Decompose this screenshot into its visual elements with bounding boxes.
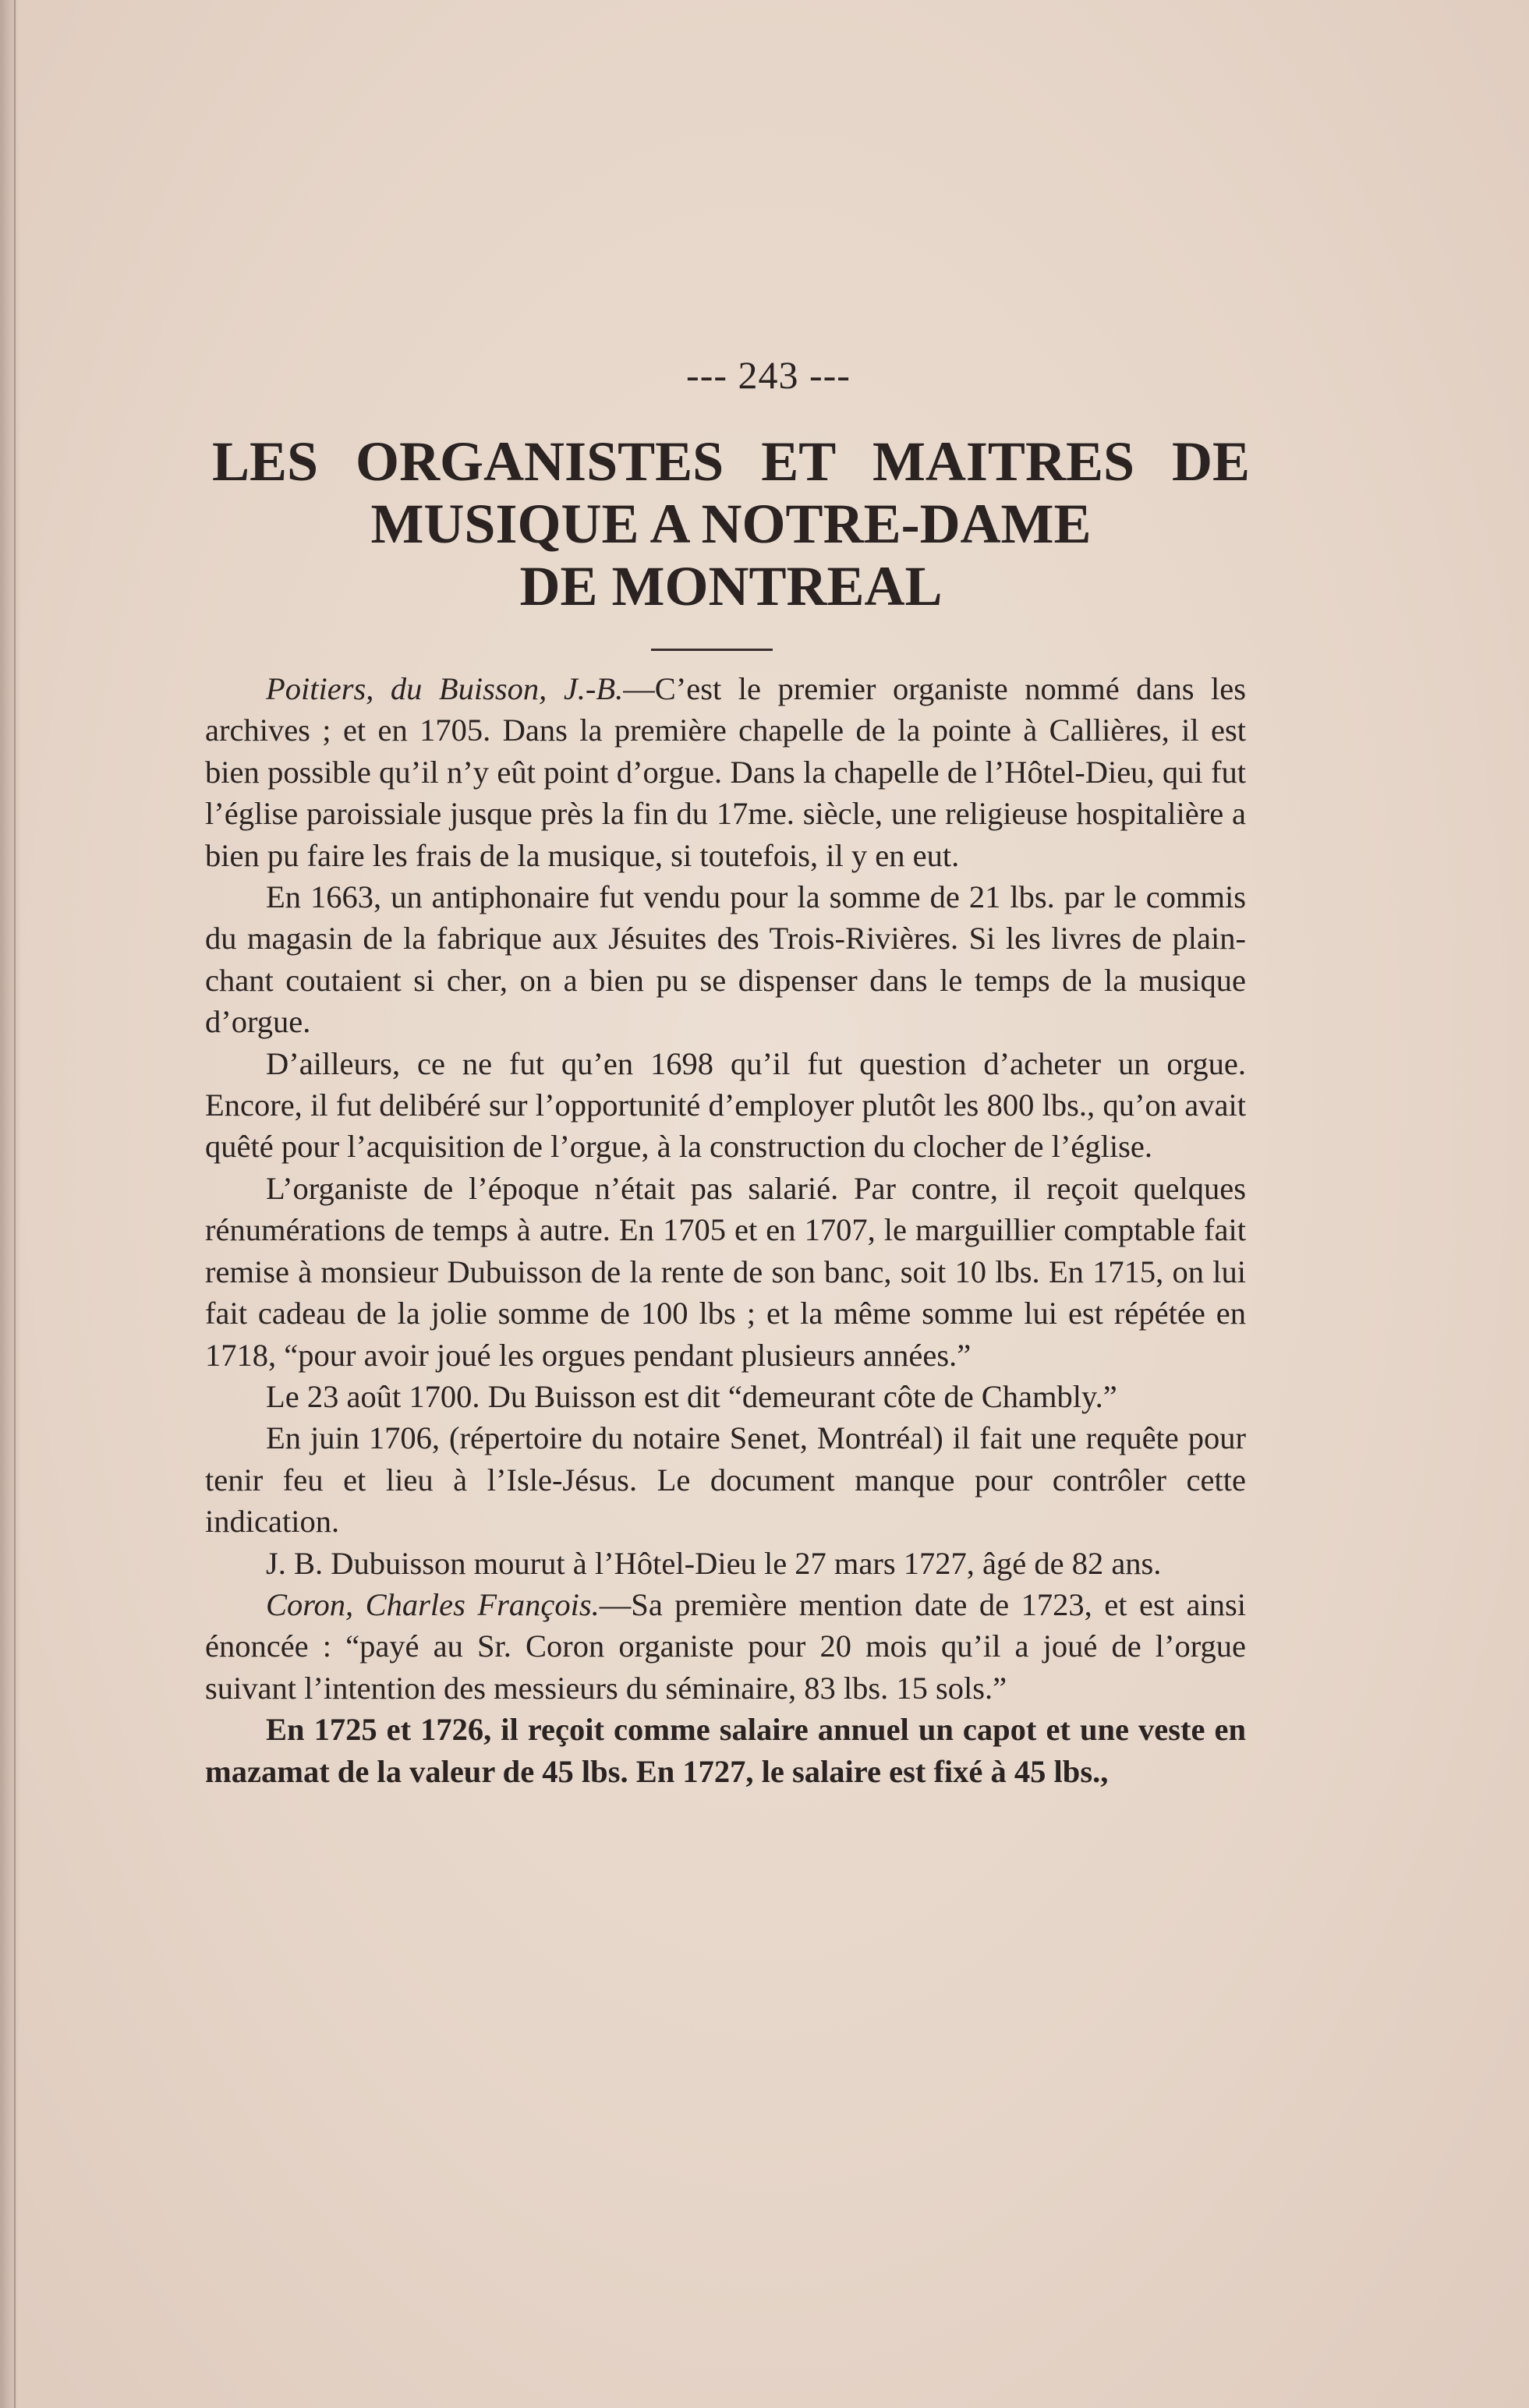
- paragraph-poitiers: [205, 668, 1246, 876]
- paragraph-coron: [205, 1584, 1246, 1709]
- paragraph-text: D’ailleurs, ce ne fut qu’en 1698 qu’il fut question d’acheter un orgue. Encore, il fut delibéré sur l’opportunité d’employer plutôt les 800 lbs., qu’on avait quêté pour l’acquisition de l’orgue, à la construction du clocher de l’église.: [205, 1045, 1246, 1165]
- paragraph-organiste-salaire: [205, 1168, 1246, 1376]
- paragraph-chambly: [205, 1376, 1246, 1417]
- paragraph-coron-salaire: [205, 1709, 1246, 1792]
- paragraph-text: —C’est le premier organiste nommé dans les archives ; et en 1705. Dans la première chapelle de la pointe à Callières, il est bien possible qu’il n’y eût point d’orgue. Dans la chapelle de l’Hôtel-Dieu, qui fut l’église paroissiale jusque près la fin du 17me. siècle, une religieuse hospitalière a bien pu faire les frais de la musique, si toutefois, il y en eut.: [205, 671, 1246, 873]
- paragraph-isle-jesus: [205, 1417, 1246, 1542]
- article-title: [207, 430, 1255, 617]
- paragraph-antiphonaire: [205, 876, 1246, 1043]
- paragraph-text: En 1663, un antiphonaire fut vendu pour la somme de 21 lbs. par le commis du magasin de la fabrique aux Jésuites des Trois-Rivières. Si les livres de plain-chant coutaient si cher, on a bien pu se dispenser dans le temps de la musique d’orgue.: [205, 879, 1246, 1040]
- title-divider: [651, 649, 773, 651]
- paragraph-text: Le 23 août 1700. Du Buisson est dit “demeurant côte de Chambly.”: [266, 1378, 1117, 1414]
- title-line-2: MUSIQUE A NOTRE-DAME: [370, 493, 1092, 555]
- article-body: [205, 668, 1246, 1792]
- paragraph-text: J. B. Dubuisson mourut à l’Hôtel-Dieu le 27 mars 1727, âgé de 82 ans.: [266, 1545, 1162, 1581]
- title-line-1: LES ORGANISTES ET MAITRES DE: [211, 430, 1251, 493]
- paragraph-orgue-1698: [205, 1043, 1246, 1168]
- entry-name-coron: Coron, Charles François.: [266, 1586, 600, 1622]
- paragraph-text: —Sa première mention date de 1723, et est ainsi énoncée : “payé au Sr. Coron organiste pour 20 mois qu’il a joué de l’orgue suivant l’intention des messieurs du séminaire, 83 lbs. 15 sols.”: [205, 1586, 1246, 1706]
- paragraph-text: En 1725 et 1726, il reçoit comme salaire annuel un capot et une veste en mazamat de la valeur de 45 lbs. En 1727, le salaire est fixé à 45 lbs.,: [205, 1712, 1246, 1789]
- page-number: --- 243 ---: [686, 353, 851, 397]
- title-line-3: DE MONTREAL: [519, 555, 943, 617]
- paragraph-text: En juin 1706, (répertoire du notaire Senet, Montréal) il fait une requête pour tenir feu et lieu à l’Isle-Jésus. Le document manque pour contrôler cette indication.: [205, 1420, 1246, 1540]
- paragraph-dubuisson-death: [205, 1543, 1246, 1584]
- paragraph-text: L’organiste de l’époque n’était pas salarié. Par contre, il reçoit quelques rénumérations de temps à autre. En 1705 et en 1707, le marguillier comptable fait remise à monsieur Dubuisson de la rente de son banc, soit 10 lbs. En 1715, on lui fait cadeau de la jolie somme de 100 lbs ; et la même somme lui est répétée en 1718, “pour avoir joué les orgues pendant plusieurs années.”: [205, 1170, 1246, 1373]
- entry-name-poitiers: Poitiers, du Buisson, J.-B.: [266, 671, 624, 706]
